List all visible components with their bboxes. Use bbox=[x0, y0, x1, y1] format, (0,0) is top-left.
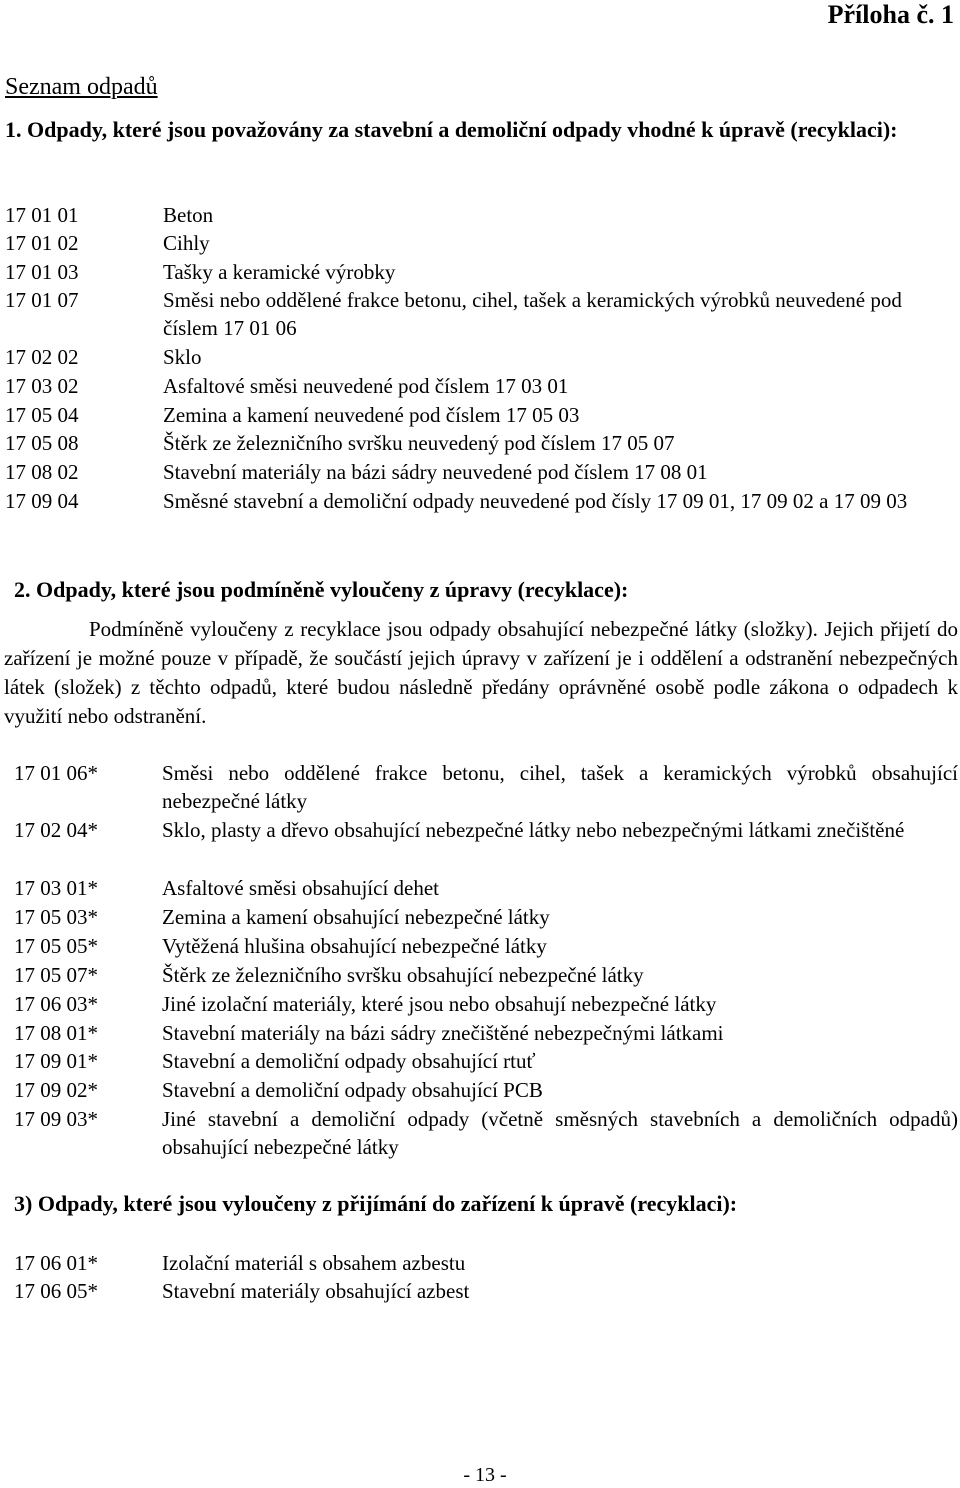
section2-heading: 2. Odpady, které jsou podmíněně vyloučeny z úpravy (recyklace): bbox=[14, 577, 629, 602]
waste-code: 17 05 03* bbox=[14, 905, 98, 929]
waste-code: 17 02 02 bbox=[5, 345, 79, 369]
section3-heading: 3) Odpady, které jsou vyloučeny z přijímání do zařízení k úpravě (recyklaci): bbox=[14, 1191, 738, 1216]
waste-code: 17 06 05* bbox=[14, 1279, 98, 1303]
waste-code: 17 05 08 bbox=[5, 431, 79, 455]
waste-code: 17 09 03* bbox=[14, 1107, 98, 1131]
waste-description: Štěrk ze železničního svršku obsahující nebezpečné látky bbox=[162, 963, 644, 987]
waste-code: 17 05 07* bbox=[14, 963, 98, 987]
waste-code: 17 05 05* bbox=[14, 934, 98, 958]
waste-description: Jiné stavební a demoliční odpady (včetně směsných stavebních a demoličních odpadů) obsahující nebezpečné látky bbox=[162, 1107, 958, 1159]
page-number: - 13 - bbox=[463, 1464, 507, 1486]
waste-description: Směsi nebo oddělené frakce betonu, cihel, tašek a keramických výrobků obsahující nebezpečné látky bbox=[162, 761, 958, 813]
waste-description: Vytěžená hlušina obsahující nebezpečné látky bbox=[162, 934, 547, 958]
waste-code: 17 01 02 bbox=[5, 231, 79, 255]
waste-description: Stavební a demoliční odpady obsahující PCB bbox=[162, 1078, 543, 1102]
waste-code: 17 03 02 bbox=[5, 374, 79, 398]
page-title: Seznam odpadů bbox=[5, 74, 158, 100]
waste-description: Stavební a demoliční odpady obsahující rtuť bbox=[162, 1049, 536, 1073]
waste-description: Směsi nebo oddělené frakce betonu, cihel, tašek a keramických výrobků neuvedené pod číslem 17 01 06 bbox=[163, 288, 902, 340]
waste-code: 17 02 04* bbox=[14, 818, 98, 842]
waste-code: 17 05 04 bbox=[5, 403, 79, 427]
waste-description: Jiné izolační materiály, které jsou nebo obsahují nebezpečné látky bbox=[162, 992, 717, 1016]
waste-code: 17 06 01* bbox=[14, 1251, 98, 1275]
waste-code: 17 09 04 bbox=[5, 489, 79, 513]
section2-paragraph bbox=[4, 615, 958, 731]
waste-description: Sklo bbox=[163, 345, 202, 369]
waste-code: 17 08 02 bbox=[5, 460, 79, 484]
waste-description: Zemina a kamení obsahující nebezpečné látky bbox=[162, 905, 550, 929]
waste-code: 17 08 01* bbox=[14, 1021, 98, 1045]
waste-description: Stavební materiály na bázi sádry neuvedené pod číslem 17 08 01 bbox=[163, 460, 708, 484]
waste-description: Stavební materiály obsahující azbest bbox=[162, 1279, 470, 1303]
paragraph-text: Podmíněně vyloučeny z recyklace jsou odpady obsahující nebezpečné látky (složky). Jejich přijetí do zařízení je možné pouze v případě, že součástí jejich úpravy v zařízení je i oddělení a odstranění nebezpečných látek (složek) z těchto odpadů, které budou následně předány oprávněné osobě podle zákona o odpadech k využití nebo odstranění. bbox=[4, 617, 958, 728]
waste-description: Zemina a kamení neuvedené pod číslem 17 05 03 bbox=[163, 403, 580, 427]
waste-code: 17 09 02* bbox=[14, 1078, 98, 1102]
waste-code: 17 01 03 bbox=[5, 260, 79, 284]
waste-description: Stavební materiály na bázi sádry znečištěné nebezpečnými látkami bbox=[162, 1021, 724, 1045]
waste-description: Asfaltové směsi obsahující dehet bbox=[162, 876, 440, 900]
waste-code: 17 01 07 bbox=[5, 288, 79, 312]
waste-description: Izolační materiál s obsahem azbestu bbox=[162, 1251, 466, 1275]
waste-code: 17 09 01* bbox=[14, 1049, 98, 1073]
waste-description: Štěrk ze železničního svršku neuvedený pod číslem 17 05 07 bbox=[163, 431, 675, 455]
waste-description: Tašky a keramické výrobky bbox=[163, 260, 396, 284]
waste-code: 17 03 01* bbox=[14, 876, 98, 900]
waste-description: Cihly bbox=[163, 231, 210, 255]
waste-description: Sklo, plasty a dřevo obsahující nebezpečné látky nebo nebezpečnými látkami znečištěné bbox=[162, 818, 905, 842]
waste-description: Beton bbox=[163, 203, 214, 227]
waste-description: Směsné stavební a demoliční odpady neuvedené pod čísly 17 09 01, 17 09 02 a 17 09 03 bbox=[163, 489, 908, 513]
attachment-label: Příloha č. 1 bbox=[827, 0, 954, 29]
waste-description: Asfaltové směsi neuvedené pod číslem 17 03 01 bbox=[163, 374, 569, 398]
section1-heading: 1. Odpady, které jsou považovány za stavební a demoliční odpady vhodné k úpravě (recyklaci): bbox=[5, 117, 898, 142]
waste-code: 17 06 03* bbox=[14, 992, 98, 1016]
waste-code: 17 01 01 bbox=[5, 203, 79, 227]
waste-code: 17 01 06* bbox=[14, 761, 98, 785]
